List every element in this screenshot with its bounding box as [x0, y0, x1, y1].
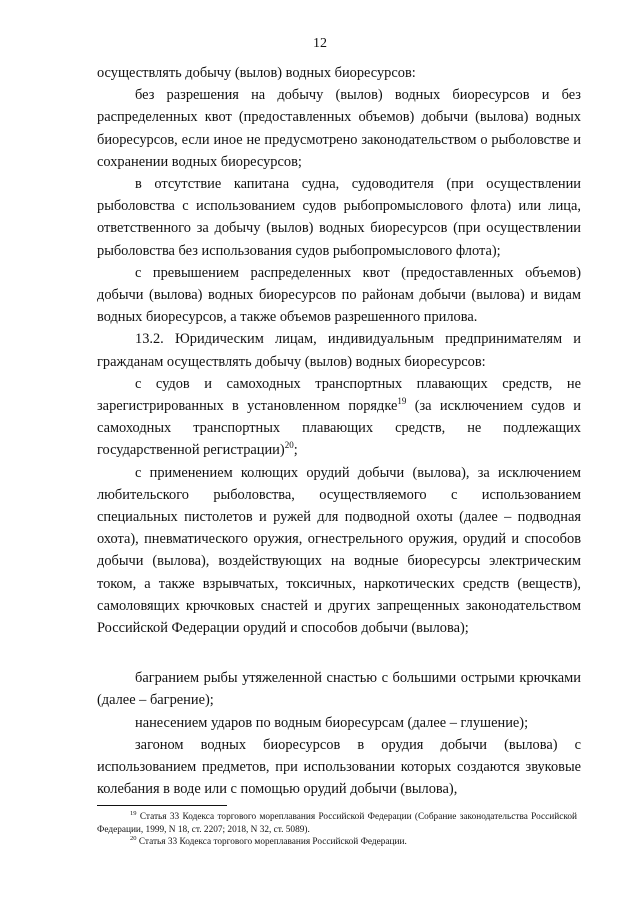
paragraph: без разрешения на добычу (вылов) водных биоресурсов и без распределенных квот (предоставленных объемов) добычи (вылова) водных биоресурсов, если иное не предусмотрено законодательством о рыболовстве и сохранении водных биоресурсов;: [97, 87, 581, 170]
paragraph: багранием рыбы утяжеленной снастью с большими острыми крючками (далее – багрение);: [97, 670, 581, 709]
paragraph: загоном водных биоресурсов в орудия добычи (вылова) с использованием предметов, при использовании которых создаются звуковые колебания в воде или с помощью орудий добычи (вылова),: [97, 736, 581, 798]
footnotes: [97, 811, 577, 849]
paragraph: с применением колющих орудий добычи (вылова), за исключением любительского рыболовства, осуществляемого с использованием специальных пистолетов и ружей для подводной охоты (далее – подводная охота), пневматического оружия, огнестрельного оружия, орудий и способов добычи (вылова), воздействующих на водные биоресурсы электрическим током, а также взрывчатых, токсичных, наркотических средств (веществ), самоловящих крючковых снастей и других запрещенных законодательством Российской Федерации орудий и способов добычи (вылова);: [97, 464, 581, 637]
paragraph-vessels: [97, 373, 581, 462]
paragraph: в отсутствие капитана судна, судоводителя (при осуществлении рыболовства с использованием судов рыбопромыслового флота) или лица, ответственного за добычу (вылов) водных биоресурсов (при осуществлении рыболовства без использования судов рыбопромыслового флота);: [97, 176, 581, 259]
blank-space: [97, 639, 581, 667]
paragraph-text: ;: [293, 442, 298, 459]
paragraph-text: (за исключением судов и самоходных транспортных плавающих средств, не подлежащих государственной регистрации): [97, 398, 581, 459]
footnote-20: [97, 836, 577, 849]
paragraph: 13.2. Юридическим лицам, индивидуальным предпринимателям и гражданам осуществлять добычу (вылов) водных биоресурсов:: [97, 331, 581, 370]
footnote-text: Статья 33 Кодекса торгового мореплавания Российской Федерации.: [136, 837, 407, 847]
paragraph: нанесением ударов по водным биоресурсам (далее – глушение);: [135, 714, 529, 731]
footnote-mark: 19: [130, 809, 137, 817]
footnote-ref-19[interactable]: 19: [397, 396, 407, 407]
document-body: [97, 62, 581, 801]
footnote-divider: [97, 805, 227, 806]
footnote-ref-20[interactable]: 20: [284, 440, 294, 451]
page-number: 12: [313, 36, 327, 51]
paragraph: с превышением распределенных квот (предоставленных объемов) добычи (вылова) водных биоресурсов по районам добычи (вылова) и видам водных биоресурсов, а также объемов разрешенного прилова.: [97, 264, 581, 326]
footnote-mark: 20: [130, 834, 137, 842]
paragraph-text: с судов и самоходных транспортных плавающих средств, не зарегистрированных в установленном порядке: [97, 375, 581, 415]
footnote-text: Статья 33 Кодекса торгового мореплавания Российской Федерации (Собрание законодательства Российской Федерации, 1999, N 18, ст. 2207; 2018, N 32, ст. 5089).: [97, 812, 577, 835]
paragraph: осуществлять добычу (вылов) водных биоресурсов:: [97, 65, 416, 81]
footnote-19: [97, 811, 577, 836]
